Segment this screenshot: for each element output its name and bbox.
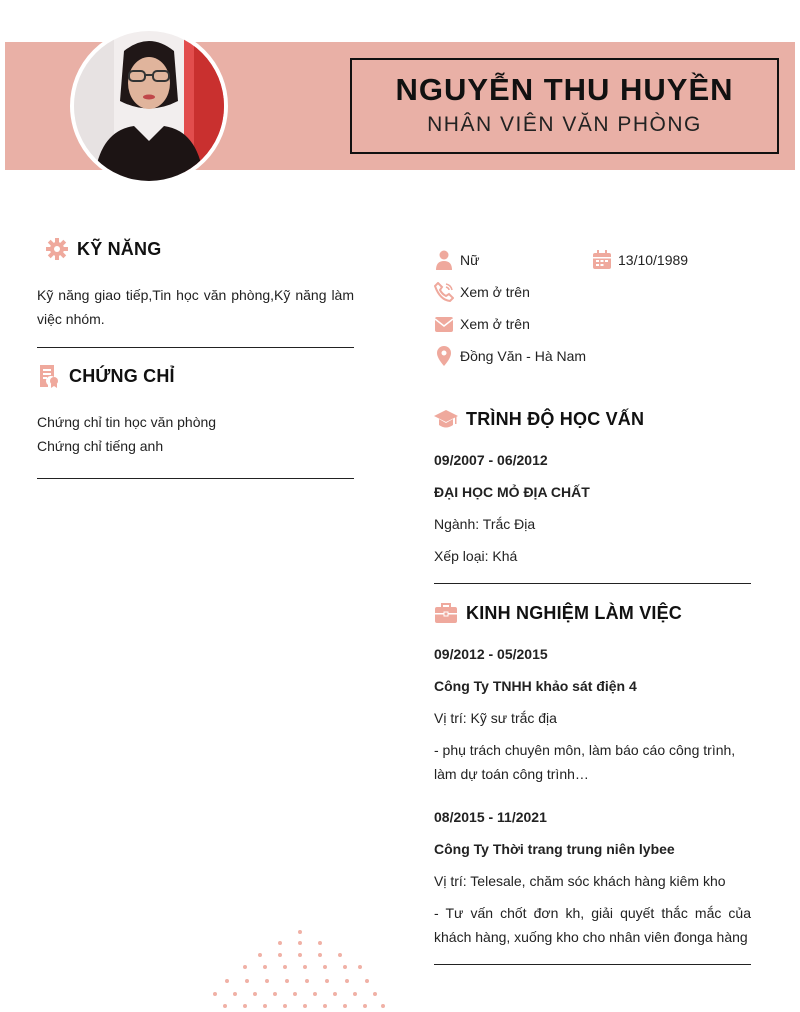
name-box (350, 58, 779, 154)
certificates-heading: CHỨNG CHỈ (69, 365, 175, 386)
graduation-cap-icon (434, 407, 458, 431)
profile-photo (74, 31, 224, 181)
job-entry (434, 801, 751, 949)
education-period: 09/2007 - 06/2012 (434, 452, 548, 468)
candidate-name: NGUYỄN THU HUYỀN (395, 72, 734, 107)
left-column (37, 232, 354, 479)
skills-header (45, 232, 354, 266)
job-company: Công Ty Thời trang trung niên lybee (434, 841, 675, 857)
address-value: Đồng Văn - Hà Nam (460, 348, 587, 364)
gear-icon (45, 237, 69, 261)
certificate-icon (37, 364, 61, 388)
phone-icon (434, 282, 454, 302)
divider (434, 583, 751, 584)
education-major: Ngành: Trắc Địa (434, 516, 536, 532)
gender-item (434, 250, 592, 270)
education-heading: TRÌNH ĐỘ HỌC VẤN (466, 408, 645, 429)
job-description: - phụ trách chuyên môn, làm báo cáo công trình, làm dự toán công trình… (434, 742, 736, 782)
location-pin-icon (434, 346, 454, 366)
phone-item (434, 276, 751, 308)
certificates-header (37, 359, 354, 393)
birthday-item (592, 250, 750, 270)
education-entry (434, 444, 751, 572)
divider (37, 347, 354, 348)
list-item: Chứng chỉ tiếng anh (37, 438, 164, 454)
job-period: 08/2015 - 11/2021 (434, 809, 547, 825)
gender-value: Nữ (460, 252, 480, 268)
list-item: Chứng chỉ tin học văn phòng (37, 414, 217, 430)
briefcase-icon (434, 601, 458, 625)
job-description: - Tư vấn chốt đơn kh, giải quyết thắc mắc của khách hàng, xuống kho cho nhân viên đonga hàng (434, 905, 751, 945)
birthday-value: 13/10/1989 (618, 252, 689, 268)
education-school: ĐẠI HỌC MỎ ĐỊA CHẤT (434, 484, 590, 500)
skills-heading: KỸ NĂNG (77, 238, 162, 259)
info-row (434, 244, 751, 276)
job-position: Vị trí: Kỹ sư trắc địa (434, 710, 557, 726)
job-company: Công Ty TNHH khảo sát điện 4 (434, 678, 637, 694)
certificates-list (37, 410, 354, 458)
email-value: Xem ở trên (460, 316, 530, 332)
person-icon (434, 250, 454, 270)
job-position: Vị trí: Telesale, chăm sóc khách hàng kiêm kho (434, 873, 726, 889)
envelope-icon (434, 314, 454, 334)
job-period: 09/2012 - 05/2015 (434, 646, 548, 662)
decorative-dots (205, 925, 395, 1010)
address-item (434, 340, 751, 372)
experience-header (434, 596, 751, 630)
job-entry (434, 638, 751, 786)
avatar (70, 27, 228, 185)
education-header (434, 402, 751, 436)
education-grade: Xếp loại: Khá (434, 548, 518, 564)
phone-value: Xem ở trên (460, 284, 530, 300)
email-item (434, 308, 751, 340)
experience-heading: KINH NGHIỆM LÀM VIỆC (466, 602, 683, 623)
calendar-icon (592, 250, 612, 270)
skills-text: Kỹ năng giao tiếp,Tin học văn phòng,Kỹ năng làm việc nhóm. (37, 287, 354, 327)
right-column (434, 246, 751, 965)
divider (37, 478, 354, 479)
candidate-title: NHÂN VIÊN VĂN PHÒNG (427, 113, 702, 136)
divider (434, 964, 751, 965)
